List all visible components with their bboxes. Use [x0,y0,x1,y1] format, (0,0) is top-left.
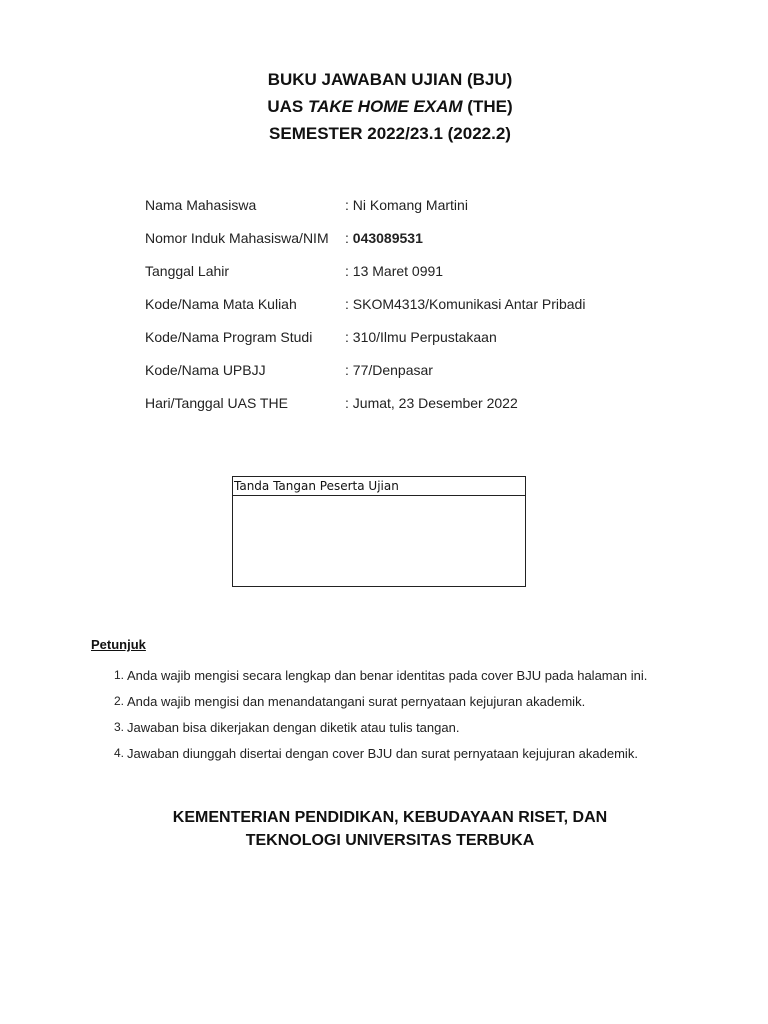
list-item-text: Anda wajib mengisi secara lengkap dan benar identitas pada cover BJU pada halaman ini. [127,668,648,683]
identity-row-hari-tanggal [145,395,585,428]
footer-line-2: TEKNOLOGI UNIVERSITAS TERBUKA [245,832,535,849]
identity-row-nama [145,197,585,230]
identity-row-nim [145,230,585,263]
list-item-text: Anda wajib mengisi dan menandatangani surat pernyataan kejujuran akademik. [127,694,586,709]
list-item [114,746,647,772]
list-item [114,720,647,746]
title-line-2-italic: TAKE HOME EXAM [308,97,463,116]
identity-value: : 77/Denpasar [345,362,433,378]
identity-value: : 13 Maret 0991 [345,263,444,279]
identity-label: Nama Mahasiswa [145,197,257,213]
list-item-number: 3. [114,720,125,734]
identity-label: Hari/Tanggal UAS THE [145,395,288,411]
signature-box-header: Tanda Tangan Peserta Ujian [233,477,525,496]
title-line-2-prefix: UAS [267,97,308,116]
identity-row-program-studi [145,329,585,362]
identity-row-mata-kuliah [145,296,585,329]
identity-row-tanggal-lahir [145,263,585,296]
identity-row-upbjj [145,362,585,395]
list-item-number: 2. [114,694,125,708]
list-item-text: Jawaban diunggah disertai dengan cover BJU dan surat pernyataan kejujuran akademik. [127,746,638,761]
identity-label: Nomor Induk Mahasiswa/NIM [145,230,329,246]
identity-table [145,197,585,428]
title-line-2-suffix: (THE) [462,97,513,116]
identity-value: : SKOM4313/Komunikasi Antar Pribadi [345,296,586,312]
footer-institution [0,806,768,852]
signature-box [232,476,526,587]
identity-label: Kode/Nama Program Studi [145,329,313,345]
list-item-text: Jawaban bisa dikerjakan dengan diketik atau tulis tangan. [127,720,460,735]
identity-value: : Ni Komang Martini [345,197,468,213]
nim-value: 043089531 [352,230,423,246]
title-line-2 [0,93,768,120]
instructions-list [114,668,647,772]
document-title [0,66,768,147]
identity-value: : 310/Ilmu Perpustakaan [345,329,497,345]
identity-label: Tanggal Lahir [145,263,230,279]
list-item-number: 1. [114,668,125,682]
title-line-3: SEMESTER 2022/23.1 (2022.2) [269,124,511,143]
footer-line-1: KEMENTERIAN PENDIDIKAN, KEBUDAYAAN RISET, DAN [172,809,608,826]
identity-value-prefix: : [345,230,353,246]
instructions-heading: Petunjuk [91,637,146,652]
identity-value [345,230,423,263]
identity-value: : Jumat, 23 Desember 2022 [345,395,518,411]
list-item [114,694,647,720]
list-item-number: 4. [114,746,125,760]
list-item [114,668,647,694]
title-line-1: BUKU JAWABAN UJIAN (BJU) [267,70,513,89]
identity-label: Kode/Nama UPBJJ [145,362,266,378]
identity-label: Kode/Nama Mata Kuliah [145,296,297,312]
